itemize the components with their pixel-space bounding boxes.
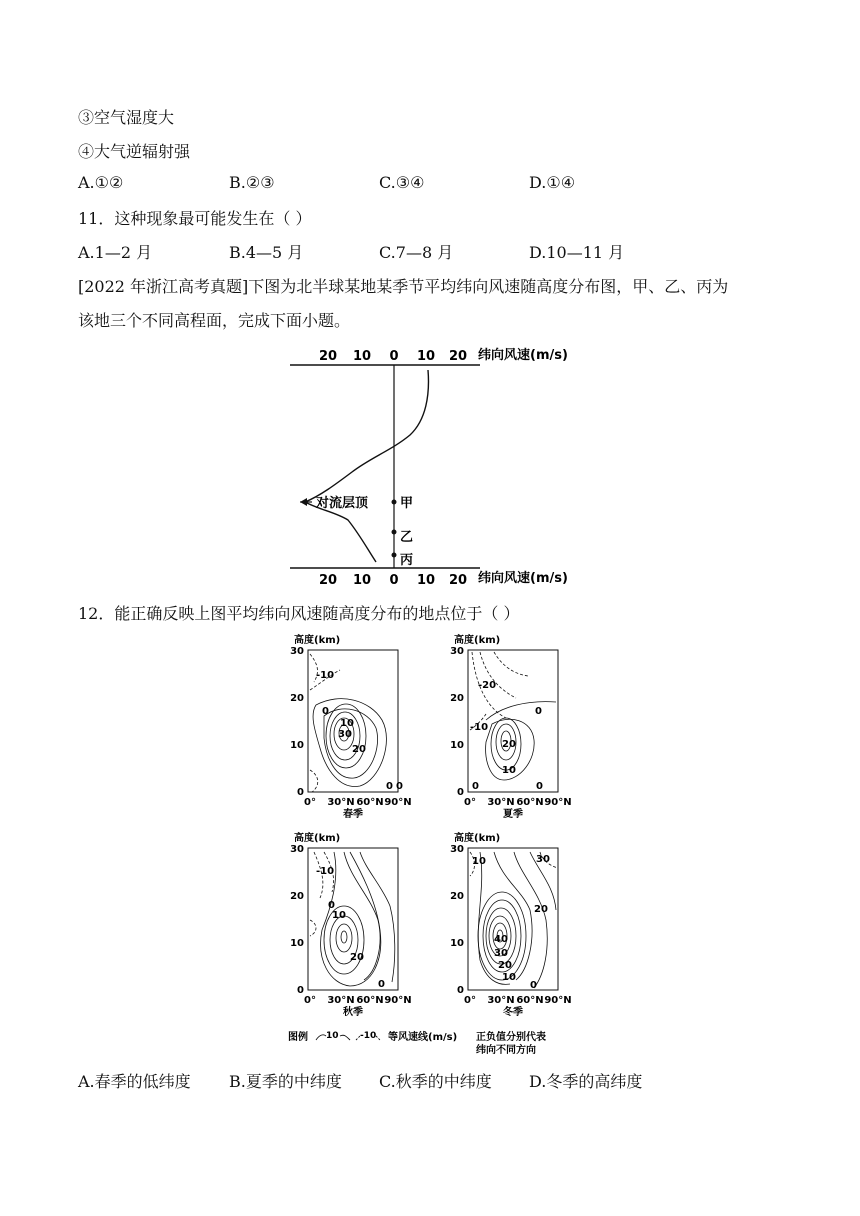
- contour-label: 20: [498, 960, 512, 971]
- x-tick: 60°N: [516, 995, 544, 1006]
- contour-label: 20: [352, 744, 366, 755]
- top-tick: 0: [389, 349, 399, 364]
- top-tick: 10: [416, 349, 436, 364]
- x-tick: 30°N: [487, 797, 515, 808]
- y-tick: 20: [290, 693, 304, 704]
- contour-label: 0: [472, 781, 479, 792]
- x-tick: 60°N: [356, 797, 384, 808]
- level-bing-point: [392, 553, 397, 558]
- passage-intro-line2: 该地三个不同高程面，完成下面小题。: [78, 311, 351, 330]
- y-tick: 30: [450, 844, 464, 855]
- y-tick: 20: [450, 693, 464, 704]
- bottom-tick: 20: [318, 573, 338, 588]
- y-tick: 0: [297, 985, 304, 996]
- y-axis-label: 高度(km): [454, 833, 501, 844]
- x-tick: 90°N: [544, 995, 572, 1006]
- contour-label: 40: [494, 934, 508, 945]
- contour-label: 0: [535, 706, 542, 717]
- contour-label: 20: [502, 739, 516, 750]
- x-tick: 60°N: [516, 797, 544, 808]
- contour-label: 0: [396, 781, 403, 792]
- x-tick: 90°N: [544, 797, 572, 808]
- panel-winter: [450, 831, 572, 1018]
- contour-label: 0: [536, 781, 543, 792]
- q12-option-c: C.秋季的中纬度: [379, 1072, 492, 1091]
- y-tick: 20: [290, 891, 304, 902]
- contour-label: 0: [378, 979, 385, 990]
- x-tick: 60°N: [356, 995, 384, 1006]
- y-tick: 30: [290, 646, 304, 657]
- q10-option-d: D.①④: [529, 173, 576, 192]
- contour-label: 30: [338, 729, 352, 740]
- contour-label: 10: [332, 910, 346, 921]
- y-tick: 10: [290, 938, 304, 949]
- contour-label: 20: [350, 952, 364, 963]
- x-tick: 90°N: [384, 797, 412, 808]
- top-axis-label: 纬向风速(m/s): [478, 348, 568, 363]
- panel-autumn: [290, 831, 412, 1018]
- contour-label: 0: [328, 900, 335, 911]
- y-tick: 10: [450, 938, 464, 949]
- y-tick: 0: [297, 787, 304, 798]
- legend-note-line1: 正负值分别代表: [476, 1032, 546, 1043]
- contour-label: 20: [534, 904, 548, 915]
- panel-summer: [450, 633, 572, 820]
- contour-label: 10: [472, 856, 486, 867]
- q10-option-a: A.①②: [78, 173, 124, 192]
- q10-option-c: C.③④: [379, 173, 425, 192]
- panel-title: 春季: [343, 809, 363, 820]
- contour-label: 0: [386, 781, 393, 792]
- tropopause-label: 对流层顶: [316, 496, 369, 511]
- level-jia-point: [392, 500, 397, 505]
- seasonal-wind-panels-figure: [280, 630, 590, 1060]
- option-item-3: ③空气湿度大: [78, 108, 175, 127]
- x-tick: 90°N: [384, 995, 412, 1006]
- bottom-tick: 20: [448, 573, 468, 588]
- legend-title: 图例: [288, 1032, 308, 1043]
- y-tick: 0: [457, 787, 464, 798]
- x-tick: 0°: [464, 995, 476, 1006]
- panel-title: 夏季: [503, 809, 523, 820]
- legend-note-line2: 纬向不同方向: [476, 1045, 536, 1056]
- contour-label: -10: [316, 670, 335, 681]
- panel-title: 秋季: [343, 1007, 363, 1018]
- legend-dashed-sample: -10: [360, 1031, 377, 1041]
- q11-option-b: B.4—5 月: [229, 243, 304, 262]
- x-tick: 30°N: [327, 797, 355, 808]
- level-yi-label: 乙: [400, 530, 414, 545]
- top-tick: 20: [318, 349, 338, 364]
- level-yi-point: [392, 530, 397, 535]
- contour-label: 30: [494, 948, 508, 959]
- y-tick: 30: [450, 646, 464, 657]
- q11-option-d: D.10—11 月: [529, 243, 625, 262]
- zonal-wind-profile-figure: [280, 340, 580, 590]
- contour-label: 0: [530, 980, 537, 991]
- contour-label: -20: [478, 680, 497, 691]
- bottom-tick: 0: [389, 573, 399, 588]
- bottom-axis-label: 纬向风速(m/s): [478, 571, 568, 586]
- top-tick: 20: [448, 349, 468, 364]
- q12-option-b: B.夏季的中纬度: [229, 1072, 342, 1091]
- q11-option-c: C.7—8 月: [379, 243, 454, 262]
- y-axis-label: 高度(km): [294, 635, 341, 646]
- contour-label: -10: [316, 866, 335, 877]
- contour-label: 10: [340, 718, 354, 729]
- q10-option-b: B.②③: [229, 173, 275, 192]
- level-bing-label: 丙: [400, 553, 414, 568]
- contour-label: -10: [470, 722, 489, 733]
- legend-meaning: 等风速线(m/s): [388, 1032, 458, 1043]
- contour-label: 30: [536, 854, 550, 865]
- y-tick: 30: [290, 844, 304, 855]
- contour-label: 10: [502, 972, 516, 983]
- y-axis-label: 高度(km): [294, 833, 341, 844]
- question-11: 11．这种现象最可能发生在（ ）: [78, 209, 312, 228]
- legend: [288, 1030, 546, 1056]
- q12-option-d: D.冬季的高纬度: [529, 1072, 643, 1091]
- contour-label: 10: [502, 765, 516, 776]
- tropopause-arrowhead: [300, 498, 307, 506]
- x-tick: 0°: [304, 797, 316, 808]
- contour-label: 0: [322, 706, 329, 717]
- q11-option-a: A.1—2 月: [78, 243, 153, 262]
- bottom-tick: 10: [352, 573, 372, 588]
- x-tick: 0°: [464, 797, 476, 808]
- q12-option-a: A.春季的低纬度: [78, 1072, 191, 1091]
- y-tick: 10: [290, 740, 304, 751]
- y-tick: 20: [450, 891, 464, 902]
- level-jia-label: 甲: [400, 496, 414, 511]
- x-tick: 0°: [304, 995, 316, 1006]
- passage-intro-line1: [2022 年浙江高考真题]下图为北半球某地某季节平均纬向风速随高度分布图，甲、乙、丙为: [78, 277, 729, 296]
- panel-spring: [290, 633, 412, 820]
- top-tick: 10: [352, 349, 372, 364]
- option-item-4: ④大气逆辐射强: [78, 142, 191, 161]
- panel-title: 冬季: [503, 1007, 523, 1018]
- question-12: 12．能正确反映上图平均纬向风速随高度分布的地点位于（ ）: [78, 604, 520, 623]
- bottom-tick: 10: [416, 573, 436, 588]
- y-tick: 0: [457, 985, 464, 996]
- y-tick: 10: [450, 740, 464, 751]
- y-axis-label: 高度(km): [454, 635, 501, 646]
- x-tick: 30°N: [327, 995, 355, 1006]
- x-tick: 30°N: [487, 995, 515, 1006]
- legend-solid-sample: 10: [326, 1031, 339, 1041]
